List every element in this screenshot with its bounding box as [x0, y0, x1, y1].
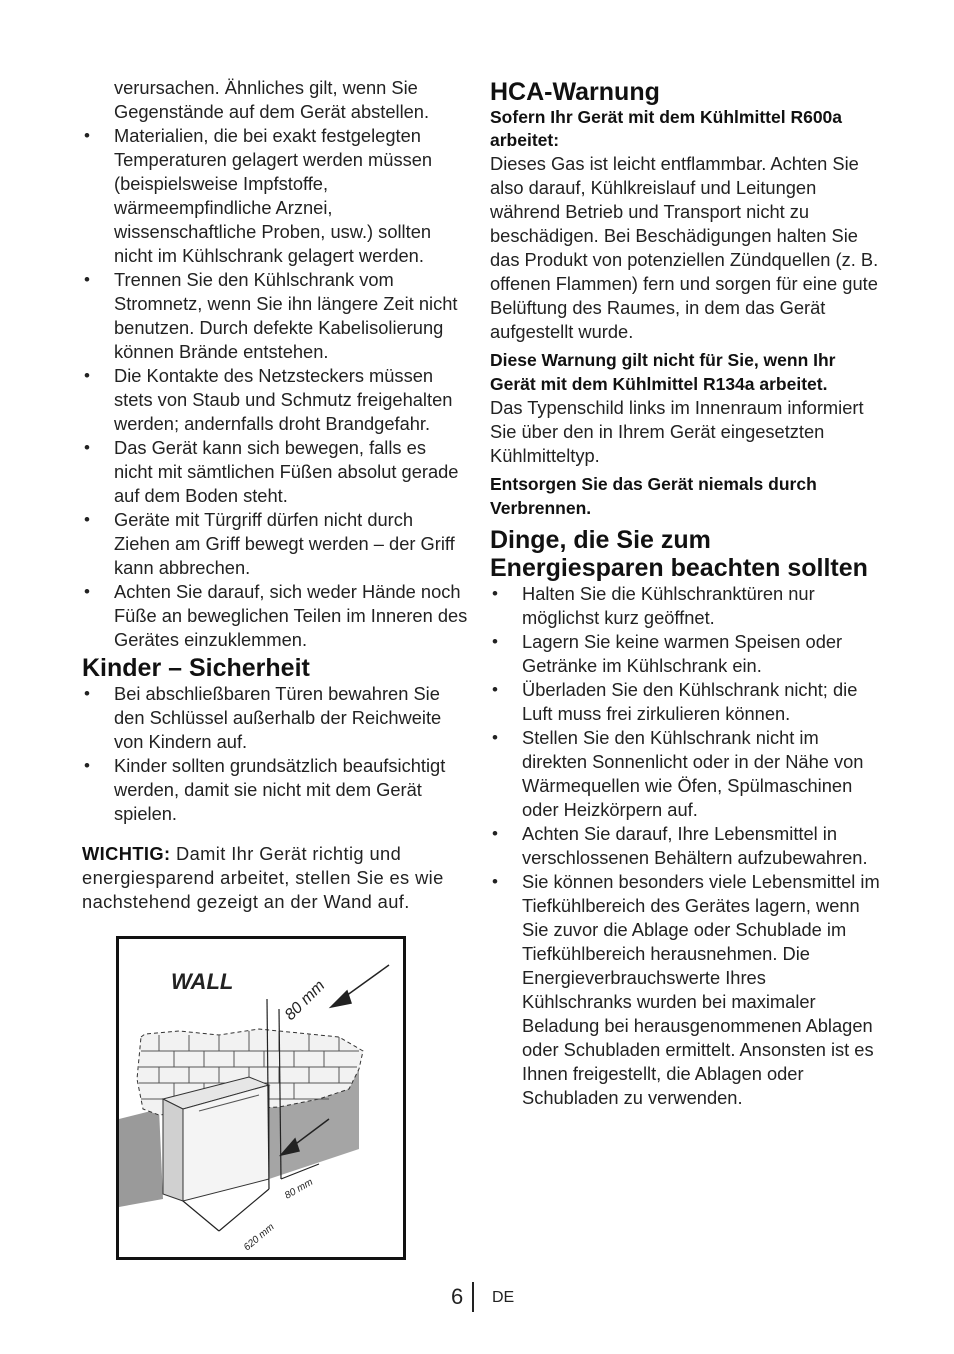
important-text: Damit Ihr Gerät richtig und energiesparend arbeitet, stellen Sie es wie nachstehend gezeigt an der Wand auf.	[82, 843, 444, 912]
safety-list	[82, 124, 468, 652]
hca-heading: HCA-Warnung	[490, 78, 660, 106]
fridge-side	[163, 1099, 183, 1201]
list-item: • Überladen Sie den Kühlschrank nicht; die Luft muss frei zirkulieren können.	[490, 678, 880, 726]
list-item: • Kinder sollten grundsätzlich beaufsichtigt werden, damit sie nicht mit dem Gerät spielen.	[82, 754, 468, 826]
installation-diagram	[119, 939, 403, 1257]
hca-bold-2: Diese Warnung gilt nicht für Sie, wenn Ihr Gerät mit dem Kühlmittel R134a arbeitet.	[490, 350, 836, 394]
installation-figure	[116, 936, 406, 1260]
hca-text-1: Dieses Gas ist leicht entflammbar. Achten Sie also darauf, Kühlkreislauf und Leitungen während Betrieb und Transport nicht zu beschädigen. Bei Beschädigungen halten Sie das Produkt von potenziellen Zündquellen (z. B. offenen Flammen) fern und sorgen für eine gute Belüftung des Raumes, in dem das Gerät aufgestellt wurde.	[490, 153, 879, 342]
list-item: • Lagern Sie keine warmen Speisen oder Getränke im Kühlschrank ein.	[490, 630, 880, 678]
page-number: 6	[451, 1284, 464, 1309]
list-item: • Trennen Sie den Kühlschrank vom Stromnetz, wenn Sie ihn längere Zeit nicht benutzen. Durch defekte Kabelisolierung können Brände entstehen.	[82, 268, 468, 364]
footer-divider	[472, 1282, 474, 1312]
wall-label: WALL	[171, 969, 234, 994]
list-item: • Die Kontakte des Netzsteckers müssen stets von Staub und Schmutz freigehalten werden; andernfalls droht Brandgefahr.	[82, 364, 468, 436]
dim-depth-label: 620 mm	[241, 1221, 277, 1254]
list-item: • Materialien, die bei exakt festgelegten Temperaturen gelagert werden müssen (beispielsweise Impfstoffe, wärmeempfindliche Arznei, wissenschaftliche Proben, usw.) sollten nicht im Kühlschrank gelagert werden.	[82, 124, 468, 268]
list-item: • Sie können besonders viele Lebensmittel im Tiefkühlbereich des Gerätes lagern, wenn Sie zuvor die Ablage oder Schublade im Tiefkühlbereich herausnehmen. Die Energieverbrauchswerte Ihres Kühlschranks wurden bei maximaler Beladung bei herausgenommenen Ablagen oder Schubladen ermittelt. Ansonsten ist es Ihnen freigestellt, die Ablagen oder Schubladen zu verwenden.	[490, 870, 880, 1110]
shadow-left	[119, 1109, 163, 1207]
important-label: WICHTIG:	[82, 843, 171, 864]
dim-top-label: 80 mm	[281, 977, 329, 1024]
right-column	[490, 76, 880, 1110]
list-item: • Halten Sie die Kühlschranktüren nur möglichst kurz geöffnet.	[490, 582, 880, 630]
list-item: • Bei abschließbaren Türen bewahren Sie den Schlüssel außerhalb der Reichweite von Kindern auf.	[82, 682, 468, 754]
language-code: DE	[492, 1289, 515, 1306]
hca-bold-3: Entsorgen Sie das Gerät niemals durch Verbrennen.	[490, 474, 817, 518]
intro-continuation: verursachen. Ähnliches gilt, wenn Sie Gegenstände auf dem Gerät abstellen.	[114, 77, 430, 122]
list-item: • Stellen Sie den Kühlschrank nicht im direkten Sonnenlicht oder in der Nähe von Wärmequellen wie Öfen, Spülmaschinen oder Heizkörpern auf.	[490, 726, 880, 822]
energy-list	[490, 582, 880, 1110]
kinder-heading: Kinder – Sicherheit	[82, 654, 310, 682]
hca-bold-1: Sofern Ihr Gerät mit dem Kühlmittel R600a arbeitet:	[490, 107, 843, 150]
important-note	[82, 842, 468, 914]
kinder-list	[82, 682, 468, 826]
list-item: • Geräte mit Türgriff dürfen nicht durch Ziehen am Griff bewegt werden – der Griff kann abbrechen.	[82, 508, 468, 580]
list-item: • Das Gerät kann sich bewegen, falls es nicht mit sämtlichen Füßen absolut gerade auf dem Boden steht.	[82, 436, 468, 508]
left-column	[82, 76, 468, 914]
list-item: • Achten Sie darauf, sich weder Hände noch Füße an beweglichen Teilen im Inneren des Gerätes einzuklemmen.	[82, 580, 468, 652]
list-item: • Achten Sie darauf, Ihre Lebensmittel in verschlossenen Behältern aufzubewahren.	[490, 822, 880, 870]
energy-heading: Dinge, die Sie zum Energiesparen beachten sollten	[490, 526, 868, 582]
dim-side-label: 80 mm	[283, 1176, 315, 1202]
hca-text-2: Das Typenschild links im Innenraum informiert Sie über den in Ihrem Gerät eingesetzten Kühlmitteltyp.	[490, 397, 864, 466]
